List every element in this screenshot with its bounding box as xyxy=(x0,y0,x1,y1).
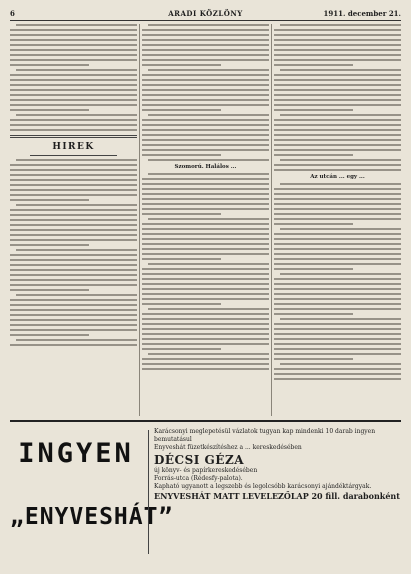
page-number: 6 xyxy=(10,9,15,18)
ad-headline-ingyen: INGYEN xyxy=(18,438,134,469)
text-line xyxy=(274,353,401,355)
text-line xyxy=(10,79,137,81)
text-line xyxy=(274,94,401,96)
text-line xyxy=(10,184,137,186)
text-line xyxy=(10,89,137,91)
body-text-placeholder xyxy=(10,24,137,131)
text-line xyxy=(10,254,137,256)
text-line xyxy=(10,234,137,236)
text-line xyxy=(142,253,269,255)
text-line xyxy=(142,333,269,335)
text-line xyxy=(10,344,137,346)
text-line xyxy=(280,318,401,320)
text-line xyxy=(274,169,401,171)
ad-line: Enyveshát füzetkészítéshez a ... kereskedésében xyxy=(154,444,302,452)
text-line xyxy=(280,273,401,275)
text-line xyxy=(10,229,137,231)
text-line xyxy=(142,94,269,96)
text-line xyxy=(274,218,401,220)
text-line xyxy=(274,44,401,46)
text-line xyxy=(10,334,89,336)
text-line xyxy=(142,89,269,91)
text-line xyxy=(274,263,401,265)
text-line xyxy=(142,44,269,46)
text-line xyxy=(16,204,137,206)
text-line xyxy=(10,119,137,121)
text-line xyxy=(274,308,401,310)
text-line xyxy=(274,223,353,225)
body-text-placeholder xyxy=(274,24,401,171)
text-line xyxy=(16,159,137,161)
text-line xyxy=(142,178,269,180)
text-line xyxy=(148,308,269,310)
text-line xyxy=(142,29,269,31)
text-line xyxy=(274,134,401,136)
text-line xyxy=(10,299,137,301)
text-line xyxy=(142,358,269,360)
text-line xyxy=(274,104,401,106)
ad-price-line: ENYVESHÁT MATT LEVELEZŐLAP 20 fill. darabonként xyxy=(154,491,400,502)
text-line xyxy=(16,24,137,26)
text-line xyxy=(142,238,269,240)
text-line xyxy=(142,74,269,76)
text-line xyxy=(142,203,269,205)
text-line xyxy=(142,363,269,365)
text-line xyxy=(16,249,137,251)
text-line xyxy=(142,268,269,270)
text-line xyxy=(142,144,269,146)
text-line xyxy=(142,213,221,215)
text-line xyxy=(10,39,137,41)
text-line xyxy=(10,309,137,311)
text-line xyxy=(274,198,401,200)
text-line xyxy=(148,24,269,26)
text-line xyxy=(10,219,137,221)
section-heading-hirek: HIREK xyxy=(52,142,95,152)
text-line xyxy=(274,258,401,260)
text-line xyxy=(274,298,401,300)
text-line xyxy=(142,313,269,315)
text-line xyxy=(16,69,137,71)
text-line xyxy=(142,323,269,325)
text-line xyxy=(274,79,401,81)
text-line xyxy=(142,84,269,86)
text-line xyxy=(142,34,269,36)
text-line xyxy=(274,328,401,330)
text-line xyxy=(280,228,401,230)
text-line xyxy=(10,179,137,181)
ad-text xyxy=(154,428,401,501)
text-line xyxy=(10,44,137,46)
section-rule xyxy=(10,135,137,138)
text-line xyxy=(142,198,269,200)
text-line xyxy=(142,59,269,61)
text-line xyxy=(142,208,269,210)
ad-line: Forrás-utca (Rédesfy-palota). xyxy=(154,474,243,482)
text-line xyxy=(142,134,269,136)
column-rule xyxy=(139,24,140,416)
text-line xyxy=(10,329,137,331)
text-line xyxy=(10,109,89,111)
text-line xyxy=(142,318,269,320)
text-line xyxy=(274,139,401,141)
text-line xyxy=(274,154,353,156)
text-line xyxy=(142,343,269,345)
text-line xyxy=(10,314,137,316)
text-line xyxy=(142,104,269,106)
text-line xyxy=(142,278,269,280)
text-line xyxy=(10,189,137,191)
text-line xyxy=(10,239,137,241)
body-text-placeholder xyxy=(274,183,401,380)
text-line xyxy=(274,49,401,51)
text-line xyxy=(274,149,401,151)
text-line xyxy=(274,348,401,350)
column-rule xyxy=(271,24,272,416)
text-line xyxy=(274,203,401,205)
text-line xyxy=(10,34,137,36)
text-line xyxy=(142,368,269,370)
article-headline: Szomorú. Halálos ... xyxy=(174,164,237,170)
text-line xyxy=(10,54,137,56)
text-line xyxy=(142,49,269,51)
text-line xyxy=(10,84,137,86)
text-line xyxy=(142,233,269,235)
text-line xyxy=(148,159,269,161)
text-line xyxy=(10,279,137,281)
text-line xyxy=(142,64,221,66)
text-line xyxy=(280,363,401,365)
text-line xyxy=(10,164,137,166)
ad-line: Kapható ugyanott a legszebb és legolcsóbb karácsonyi ajándéktárgyak. xyxy=(154,483,372,491)
body-text-placeholder xyxy=(142,173,269,370)
text-line xyxy=(274,164,401,166)
text-line xyxy=(10,209,137,211)
text-line xyxy=(10,124,137,126)
text-line xyxy=(142,129,269,131)
text-line xyxy=(148,353,269,355)
text-line xyxy=(142,248,269,250)
text-line xyxy=(274,89,401,91)
text-line xyxy=(142,298,269,300)
text-line xyxy=(274,64,353,66)
text-line xyxy=(274,358,353,360)
text-line xyxy=(280,24,401,26)
text-line xyxy=(148,69,269,71)
section-rule xyxy=(30,155,117,156)
text-line xyxy=(274,74,401,76)
text-line xyxy=(274,208,401,210)
advertisement xyxy=(10,420,401,562)
text-line xyxy=(10,64,89,66)
text-line xyxy=(274,34,401,36)
ad-shop-name: DÉCSI GÉZA xyxy=(154,452,245,467)
text-line xyxy=(142,303,221,305)
text-line xyxy=(10,289,89,291)
text-line xyxy=(142,243,269,245)
text-line xyxy=(142,183,269,185)
ad-headline-enyveshat: „ENYVESHÁT” xyxy=(10,504,174,530)
text-line xyxy=(142,154,221,156)
text-line xyxy=(148,218,269,220)
text-line xyxy=(274,283,401,285)
text-line xyxy=(16,114,137,116)
text-line xyxy=(280,69,401,71)
ad-divider xyxy=(148,430,149,554)
text-line xyxy=(274,144,401,146)
text-line xyxy=(10,59,137,61)
text-line xyxy=(10,269,137,271)
text-line xyxy=(10,214,137,216)
text-line xyxy=(16,339,137,341)
text-line xyxy=(10,194,137,196)
text-line xyxy=(142,293,269,295)
text-line xyxy=(274,188,401,190)
text-line xyxy=(274,373,401,375)
text-line xyxy=(148,114,269,116)
text-line xyxy=(16,294,137,296)
text-line xyxy=(274,59,401,61)
text-line xyxy=(274,243,401,245)
text-line xyxy=(142,338,269,340)
text-line xyxy=(280,159,401,161)
text-line xyxy=(142,283,269,285)
body-text-placeholder xyxy=(10,159,137,346)
text-line xyxy=(274,338,401,340)
text-line xyxy=(142,228,269,230)
text-line xyxy=(142,109,221,111)
text-line xyxy=(274,124,401,126)
text-line xyxy=(148,173,269,175)
text-line xyxy=(142,99,269,101)
text-line xyxy=(274,268,353,270)
text-column-1 xyxy=(10,24,137,416)
text-line xyxy=(274,54,401,56)
text-line xyxy=(142,79,269,81)
text-line xyxy=(142,328,269,330)
text-line xyxy=(10,104,137,106)
text-line xyxy=(10,129,137,131)
text-line xyxy=(274,213,401,215)
text-line xyxy=(274,29,401,31)
text-column-2 xyxy=(142,24,269,416)
text-line xyxy=(274,313,353,315)
text-line xyxy=(274,119,401,121)
text-line xyxy=(10,49,137,51)
text-line xyxy=(274,109,353,111)
text-line xyxy=(280,114,401,116)
text-line xyxy=(10,244,89,246)
text-line xyxy=(274,333,401,335)
text-line xyxy=(10,74,137,76)
text-line xyxy=(142,188,269,190)
text-line xyxy=(142,348,221,350)
text-line xyxy=(10,94,137,96)
text-line xyxy=(10,274,137,276)
text-line xyxy=(142,273,269,275)
text-line xyxy=(148,263,269,265)
text-line xyxy=(274,253,401,255)
ad-line: Karácsonyi meglepetésül vázlatok tugyan kap mindenki 10 darab ingyen bemutatásul xyxy=(154,428,376,444)
text-line xyxy=(142,39,269,41)
body-text-placeholder xyxy=(142,24,269,161)
text-line xyxy=(274,248,401,250)
text-line xyxy=(10,264,137,266)
text-line xyxy=(274,99,401,101)
text-line xyxy=(274,129,401,131)
issue-date: 1911. december 21. xyxy=(323,9,401,18)
text-line xyxy=(274,288,401,290)
text-line xyxy=(274,278,401,280)
page-header xyxy=(10,8,401,21)
text-line xyxy=(274,39,401,41)
text-line xyxy=(274,84,401,86)
text-line xyxy=(274,233,401,235)
text-line xyxy=(10,174,137,176)
text-line xyxy=(274,238,401,240)
text-line xyxy=(10,319,137,321)
text-line xyxy=(274,368,401,370)
article-headline: Az utcán ... egy ... xyxy=(310,174,365,180)
text-line xyxy=(142,258,221,260)
text-line xyxy=(142,149,269,151)
text-line xyxy=(142,119,269,121)
text-line xyxy=(10,259,137,261)
text-line xyxy=(10,304,137,306)
text-line xyxy=(10,284,137,286)
text-line xyxy=(10,199,89,201)
text-line xyxy=(274,323,401,325)
text-line xyxy=(142,124,269,126)
text-line xyxy=(142,288,269,290)
newspaper-title: ARADI KÖZLÖNY xyxy=(168,9,243,18)
text-line xyxy=(142,193,269,195)
text-line xyxy=(274,293,401,295)
ad-line: új könyv- és papírkereskedésében xyxy=(154,466,258,474)
text-line xyxy=(10,29,137,31)
text-line xyxy=(10,324,137,326)
text-line xyxy=(10,99,137,101)
text-line xyxy=(280,183,401,185)
text-line xyxy=(142,139,269,141)
newspaper-page xyxy=(4,4,407,566)
text-line xyxy=(274,343,401,345)
text-line xyxy=(142,223,269,225)
text-line xyxy=(274,378,401,380)
text-line xyxy=(274,303,401,305)
text-column-3 xyxy=(274,24,401,416)
text-line xyxy=(10,224,137,226)
text-line xyxy=(274,193,401,195)
text-line xyxy=(142,54,269,56)
text-line xyxy=(10,169,137,171)
